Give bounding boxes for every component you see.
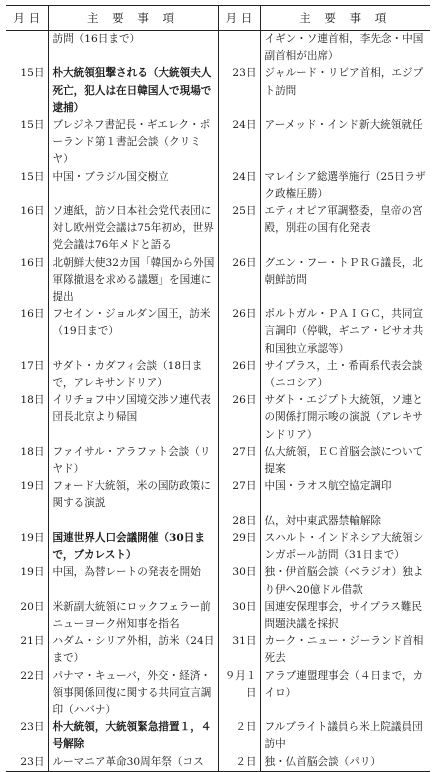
- table-row: [6, 203, 430, 255]
- entry-text-left: 中国・ブラジル国交樹立: [48, 169, 218, 203]
- table-row: [6, 358, 430, 392]
- entry-text-right: 独・伊首脳会談（ベラジオ）独より伊へ20億ドル借款: [264, 566, 424, 596]
- entry-date-left: [6, 31, 48, 66]
- entry-date-right: 31日: [218, 633, 260, 667]
- entry-text-left: ハダム・シリア外相，訪米（24日まで）: [48, 633, 218, 667]
- entry-text-right: ジャルード・リビア首相，エジプト訪問: [264, 67, 424, 97]
- entry-date-left: 22日: [6, 668, 48, 720]
- chronology-table: [6, 5, 430, 772]
- entry-text-left: 国連世界人口会議開催（30日まで，ブカレスト）: [48, 530, 218, 564]
- header-date-left: 月 日: [6, 6, 48, 31]
- entry-text-left: 朴大統領，大統領緊急措置１，４号解除: [48, 719, 218, 753]
- entry-date-right: ９月１日: [218, 668, 260, 720]
- entry-text-left: ファイサル・アラファト会談（リヤド）: [48, 444, 218, 478]
- entry-date-left: [6, 513, 48, 530]
- table-row: [6, 478, 430, 512]
- entry-text-right: サイプラス，土・希両系代表会談（ニコシア）: [264, 359, 423, 390]
- entry-text-right: マレイシア総選挙施行（25日ラザク政権圧勝）: [264, 170, 426, 200]
- entry-date-right: 30日: [218, 599, 260, 633]
- entry-date-right: ２日: [218, 719, 260, 753]
- table-row: [6, 306, 430, 358]
- entry-text-left: パナマ・キューバ，外交・経済・領事関係回復に関する共同宣言調印（ハバナ）: [48, 668, 218, 720]
- entry-text-right: 独・仏首脳会談（パリ）: [260, 754, 430, 772]
- table-row: [6, 392, 430, 444]
- entry-text-left: [48, 513, 218, 530]
- entry-date-left: 19日: [6, 564, 48, 598]
- entry-text-right: スハルト・インドネシア大統領シンガポール訪問（31日まで）: [264, 531, 424, 562]
- entry-text-left: 北朝鮮大使32カ国「韓国から外国軍隊撤退を求める議題」を国連に提出: [48, 255, 218, 307]
- entry-text-left: ソ連紙，訪ソ日本社会党代表団に対し欧州党会議は75年初め，世界党会議は76年メドと語る: [48, 203, 218, 255]
- entry-text-left: 朴大統領狙撃される（大統領夫人死亡，犯人は在日韓国人で現場で逮捕）: [48, 65, 218, 117]
- entry-text-right: 仏，対中東武器禁輸解除: [264, 514, 382, 527]
- entry-text-left: 訪問（16日まで）: [48, 31, 218, 66]
- header-date-right: 月 日: [218, 6, 260, 31]
- entry-text-left: ルーマニア革命30周年祭（コス: [48, 754, 218, 772]
- entry-date-right: 23日: [218, 65, 260, 117]
- entry-date-left: 16日: [6, 203, 48, 255]
- entry-text-right: ポルトガル・ＰＡＩＧＣ，共同宣言調印（停戦，ギニア・ビサオ共和国独立承認等）: [264, 308, 424, 355]
- entry-date-left: 19日: [6, 530, 48, 564]
- table-row: [6, 444, 430, 478]
- entry-text-right: イギン・ソ連首相，李先念・中国副首相が出席）: [264, 33, 424, 63]
- entry-text-right: 国連安保理事会，サイプラス難民問題決議を採択: [264, 600, 423, 630]
- entry-text-right: 中国・ラオス航空協定調印: [264, 480, 392, 493]
- entry-date-left: 15日: [6, 65, 48, 117]
- entry-date-right: 26日: [218, 306, 260, 358]
- entry-date-left: 15日: [6, 117, 48, 169]
- entry-date-left: 23日: [6, 754, 48, 772]
- entry-date-right: 25日: [218, 203, 260, 255]
- entry-date-right: [218, 31, 260, 66]
- table-row: [6, 169, 430, 203]
- entry-date-right: 30日: [218, 564, 260, 598]
- entry-text-right: グエン・フー・トＰＲＧ議長，北朝鮮訪問: [264, 256, 423, 286]
- entry-date-left: 19日: [6, 478, 48, 512]
- entry-date-right: 26日: [218, 392, 260, 444]
- entry-text-left: イリチョフ中ソ国境交渉ソ連代表団長北京より帰国: [48, 392, 218, 444]
- entry-text-left: フォード大統領，米の国防政策に関する演説: [48, 478, 218, 512]
- entry-text-left: 米新副大統領にロックフェラー前ニューヨーク州知事を指名: [48, 599, 218, 633]
- table-row: [6, 31, 430, 66]
- entry-date-left: 18日: [6, 392, 48, 444]
- entry-date-left: 16日: [6, 306, 48, 358]
- entry-text-left: 中国，為替レートの発表を開始: [48, 564, 218, 598]
- entry-text-right: アーメッド・インド新大統領就任: [264, 119, 423, 132]
- table-row: [6, 668, 430, 720]
- entry-text-right: アラブ連盟理事会（４日まで，カイロ）: [264, 669, 424, 699]
- table-row: [6, 255, 430, 307]
- entry-date-right: 26日: [218, 358, 260, 392]
- entry-date-left: 23日: [6, 719, 48, 753]
- entry-date-right: 27日: [218, 444, 260, 478]
- table-row: [6, 599, 430, 633]
- header-row: [6, 6, 430, 31]
- entry-date-left: 15日: [6, 169, 48, 203]
- entry-date-left: 21日: [6, 633, 48, 667]
- entry-date-right: ２日: [218, 754, 260, 772]
- table-row: [6, 754, 430, 772]
- entry-text-right: カーク・ニュー・ジーランド首相死去: [264, 635, 424, 665]
- header-event-left: 主 要 事 項: [48, 6, 218, 31]
- entry-text-left: フセイン・ジョルダン国王，訪米（19日まで）: [48, 306, 218, 358]
- entry-date-right: 27日: [218, 478, 260, 512]
- entry-date-right: 26日: [218, 255, 260, 307]
- table-row: [6, 65, 430, 117]
- entry-text-right: エティオピア軍調整委，皇帝の宮殿，別荘の国有化発表: [264, 205, 423, 235]
- entry-date-right: 24日: [218, 169, 260, 203]
- entry-date-right: 24日: [218, 117, 260, 169]
- entry-date-left: 17日: [6, 358, 48, 392]
- entry-date-left: 16日: [6, 255, 48, 307]
- entry-date-left: 18日: [6, 444, 48, 478]
- entry-text-left: サダト・カダフィ会談（18日まで，アレキサンドリア）: [48, 358, 218, 392]
- table-row: [6, 633, 430, 667]
- entry-date-right: 29日: [218, 530, 260, 564]
- entry-text-right: サダト・エジプト大統領，ソ連との関係打開示唆の演説（アレキサンドリア）: [264, 394, 423, 441]
- entry-text-right: フルブライト議員ら米上院議員団訪中: [264, 721, 423, 751]
- table-row: [6, 513, 430, 530]
- header-event-right: 主 要 事 項: [260, 6, 430, 31]
- table-row: [6, 564, 430, 598]
- entry-text-left: ブレジネフ書記長・ギエレク・ポーランド第１書記会談（クリミヤ）: [48, 117, 218, 169]
- entry-date-left: 20日: [6, 599, 48, 633]
- table-row: [6, 530, 430, 564]
- entry-text-right: 仏大統領，ＥＣ首脳会談について提案: [264, 445, 424, 476]
- table-row: [6, 719, 430, 753]
- entry-date-right: 28日: [218, 513, 260, 530]
- table-row: [6, 117, 430, 169]
